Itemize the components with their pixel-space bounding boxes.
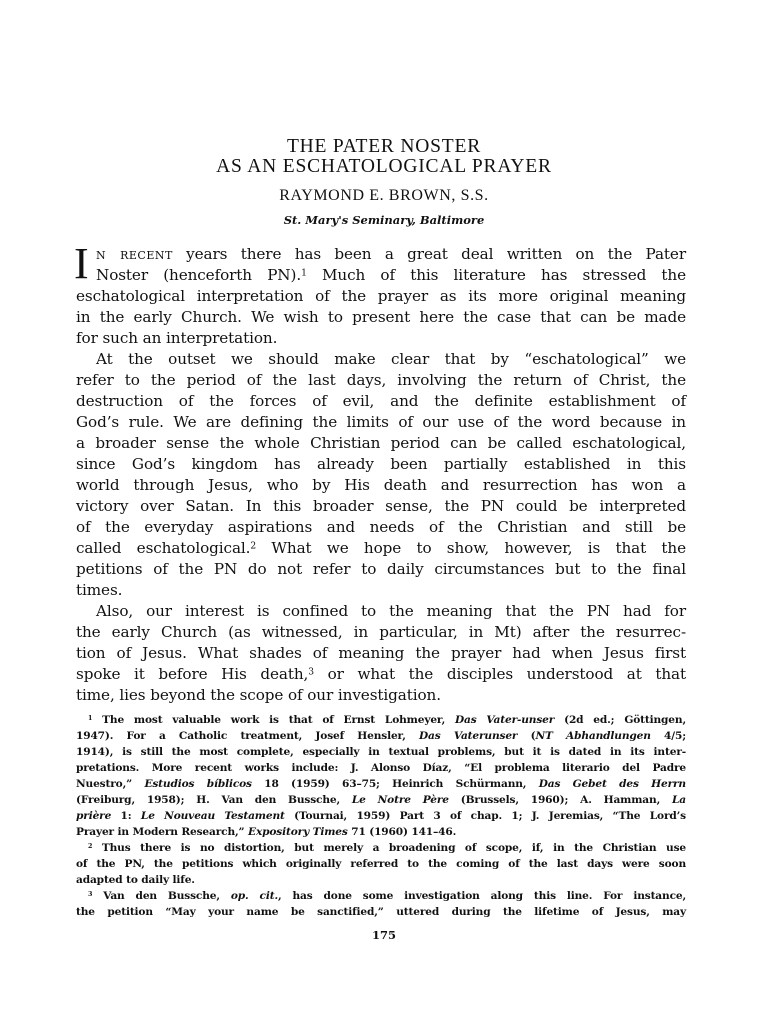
footnote-1-line: 1947). For a Catholic treatment, Josef Hensler, Das Vaterunser (NT Abhandlungen 4/5; (76, 730, 686, 742)
footnote-3-line: the petition “May your name be sanctified,” uttered during the lifetime of Jesus, may (76, 906, 686, 918)
footnote-1-line: 1914), is still the most complete, especially in textual problems, but it is dated in its inter- (76, 746, 686, 758)
footnote-number: 1 (88, 714, 93, 722)
paragraph-2-line: refer to the period of the last days, involving the return of Christ, the (76, 371, 686, 389)
paragraph-3-line: time, lies beyond the scope of our investigation. (76, 686, 441, 704)
paragraph-2-line: petitions of the PN do not refer to daily circumstances but to the final (76, 560, 686, 578)
paragraph-1-line: Noster (henceforth PN).$^1$ Much of this literature has stressed the (96, 266, 686, 284)
drop-cap: I (74, 239, 89, 288)
paragraph-2-line: world through Jesus, who by His death and resurrection has won a (76, 476, 686, 494)
article-title-line-1: THE PATER NOSTER (286, 136, 482, 157)
footnote-number: 3 (88, 890, 93, 898)
footnote-1-line: Prayer in Modern Research,” Expository Times 71 (1960) 141–46. (76, 826, 457, 838)
page-number: 175 (371, 928, 396, 942)
paragraph-3-line: the early Church (as witnessed, in particular, in Mt) after the resurrec- (76, 623, 686, 641)
paragraph-3-line: Also, our interest is confined to the meaning that the PN had for (96, 602, 686, 620)
article-title-line-2: AS AN ESCHATOLOGICAL PRAYER (216, 156, 552, 177)
footnote-1-line: Nuestro,” Estudios bíblicos 18 (1959) 63–75; Heinrich Schürmann, Das Gebet des Herrn (76, 778, 686, 790)
paragraph-2-line: God’s rule. We are defining the limits of our use of the word because in (76, 413, 686, 431)
footnote-ref-1[interactable]: 1 (301, 268, 307, 279)
footnote-ref-2[interactable]: 2 (250, 541, 257, 552)
footnote-1-line: $^1$ The most valuable work is that of Ernst Lohmeyer, Das Vater-unser (2d ed.; Göttingen, (88, 714, 686, 726)
paragraph-2-line: a broader sense the whole Christian period can be called eschatological, (76, 434, 686, 452)
footnote-1-line: prière 1: Le Nouveau Testament (Tournai, 1959) Part 3 of chap. 1; J. Jeremias, “The Lord’s (76, 810, 686, 822)
footnote-2-line: of the PN, the petitions which originally referred to the coming of the last days were soon (76, 858, 686, 870)
footnote-1-line: (Freiburg, 1958); H. Van den Bussche, Le Notre Père (Brussels, 1960); A. Hamman, La (76, 794, 686, 806)
paragraph-1-line: eschatological interpretation of the prayer as its more original meaning (76, 287, 686, 305)
footnote-1-line: pretations. More recent works include: J. Alonso Díaz, “El problema literario del Padre (76, 762, 686, 774)
paragraph-2-line: destruction of the forces of evil, and the definite establishment of (76, 392, 686, 410)
paragraph-2-line: since God’s kingdom has already been partially established in this (76, 455, 686, 473)
paragraph-3-line: spoke it before His death,$^3$ or what the disciples understood at that (76, 665, 686, 683)
paragraph-1-line: for such an interpretation. (76, 329, 278, 347)
paragraph-1-line: n recent years there has been a great deal written on the Pater (96, 245, 686, 263)
footnote-ref-3[interactable]: 3 (308, 667, 314, 678)
small-caps-lead: n recent (96, 245, 173, 263)
paragraph-2-line: victory over Satan. In this broader sense, the PN could be interpreted (76, 497, 686, 515)
footnote-number: 2 (88, 842, 93, 850)
paragraph-1-line: in the early Church. We wish to present here the case that can be made (76, 308, 686, 326)
paragraph-2-line: times. (76, 581, 123, 599)
paragraph-3-line: tion of Jesus. What shades of meaning the prayer had when Jesus first (76, 644, 686, 662)
paragraph-2-line: of the everyday aspirations and needs of the Christian and still be (76, 518, 686, 536)
author-name: RAYMOND E. BROWN, S.S. (279, 187, 489, 204)
paragraph-2-line: At the outset we should make clear that by “eschatological” we (96, 350, 686, 368)
footnote-2-line: $^2$ Thus there is no distortion, but merely a broadening of scope, if, in the Christian use (88, 842, 686, 854)
footnote-2-line: adapted to daily life. (76, 874, 195, 886)
paragraph-2-line: called eschatological.$^2$ What we hope to show, however, is that the (76, 539, 687, 557)
footnote-3-line: $^3$ Van den Bussche, op. cit., has done some investigation along this line. For instance, (88, 890, 687, 902)
author-affiliation: St. Mary's Seminary, Baltimore (283, 213, 485, 227)
